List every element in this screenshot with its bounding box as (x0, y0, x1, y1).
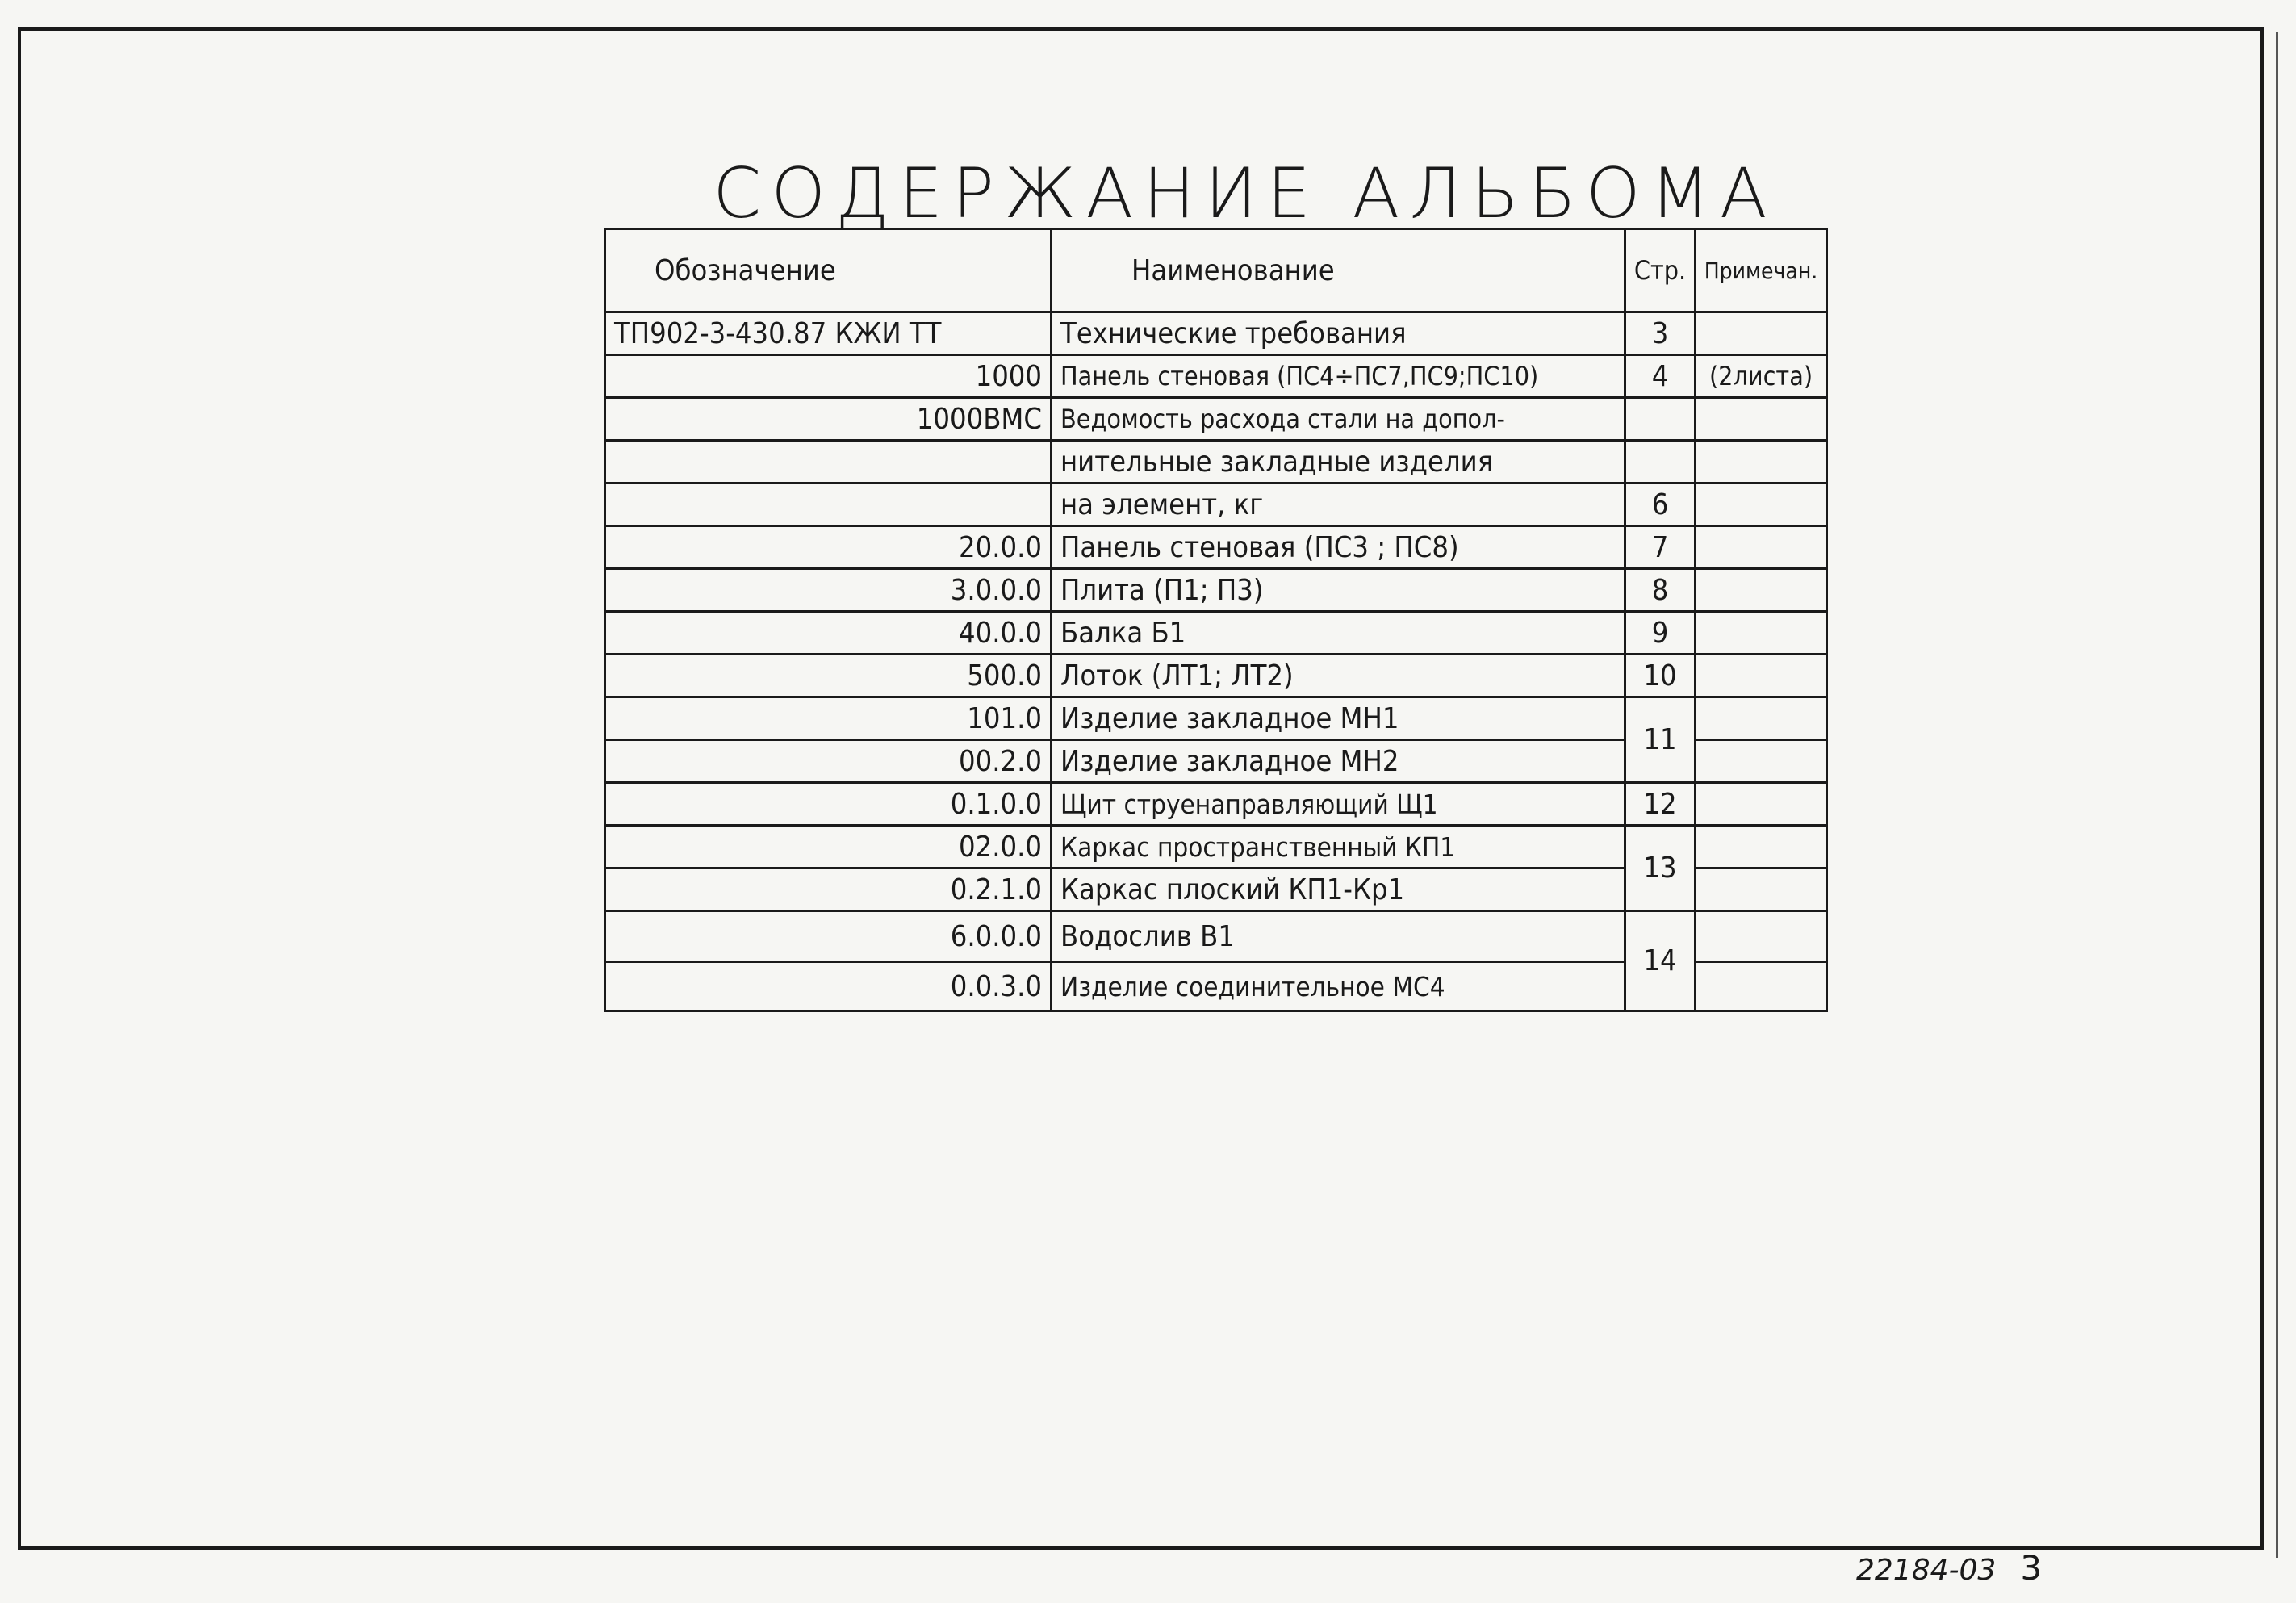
note-cell (1696, 655, 1827, 697)
note-cell (1696, 312, 1827, 355)
page-cell: 11 (1625, 697, 1696, 783)
table-row (605, 911, 1827, 962)
designation-cell: 40.0.0 (605, 612, 1052, 655)
note-cell (1696, 868, 1827, 911)
page-cell: 9 (1625, 612, 1696, 655)
header-row (605, 229, 1827, 312)
designation-cell: 20.0.0 (605, 526, 1052, 569)
name-cell: Панель стеновая (ПС4÷ПС7,ПС9;ПС10) (1052, 355, 1625, 398)
table-row (605, 483, 1827, 526)
table-row (605, 655, 1827, 697)
page-cell: 13 (1625, 826, 1696, 911)
header-note: Примечан. (1696, 229, 1827, 312)
designation-cell (605, 441, 1052, 483)
table-row (605, 441, 1827, 483)
name-cell: на элемент, кг (1052, 483, 1625, 526)
page-cell: 4 (1625, 355, 1696, 398)
name-cell: Щит струенаправляющий Щ1 (1052, 783, 1625, 826)
page-cell: 6 (1625, 483, 1696, 526)
header-name: Наименование (1052, 229, 1625, 312)
note-cell (1696, 398, 1827, 441)
table-row (605, 569, 1827, 612)
name-cell: Каркас плоский КП1-Кр1 (1052, 868, 1625, 911)
name-cell: нительные закладные изделия (1052, 441, 1625, 483)
name-cell: Технические требования (1052, 312, 1625, 355)
name-cell: Балка Б1 (1052, 612, 1625, 655)
note-cell (1696, 483, 1827, 526)
page-cell: 12 (1625, 783, 1696, 826)
note-cell (1696, 962, 1827, 1011)
note-cell: (2листа) (1696, 355, 1827, 398)
table-row (605, 398, 1827, 441)
designation-cell: 3.0.0.0 (605, 569, 1052, 612)
page-cell: 8 (1625, 569, 1696, 612)
album-title: СОДЕРЖАНИЕ АЛЬБОМА (713, 153, 1777, 234)
table-row (605, 612, 1827, 655)
designation-cell: 500.0 (605, 655, 1052, 697)
designation-cell: 02.0.0 (605, 826, 1052, 868)
page-cell: 10 (1625, 655, 1696, 697)
designation-cell (605, 483, 1052, 526)
designation-cell: 0.0.3.0 (605, 962, 1052, 1011)
designation-cell: 1000ВМС (605, 398, 1052, 441)
name-cell: Каркас пространственный КП1 (1052, 826, 1625, 868)
designation-cell: 101.0 (605, 697, 1052, 740)
page-cell (1625, 441, 1696, 483)
name-cell: Лоток (ЛТ1; ЛТ2) (1052, 655, 1625, 697)
page-cell: 3 (1625, 312, 1696, 355)
note-cell (1696, 441, 1827, 483)
note-cell (1696, 612, 1827, 655)
header-page: Стр. (1625, 229, 1696, 312)
designation-cell: 0.1.0.0 (605, 783, 1052, 826)
note-cell (1696, 740, 1827, 783)
page-cell (1625, 398, 1696, 441)
sheet-number: 3 (2020, 1548, 2043, 1588)
table-row (605, 697, 1827, 740)
table-row (605, 312, 1827, 355)
name-cell: Водослив В1 (1052, 911, 1625, 962)
frame-edge-line (2276, 32, 2278, 1558)
contents-table (604, 228, 1828, 1012)
document-code: 22184-03 (1856, 1554, 1997, 1587)
name-cell: Панель стеновая (ПС3 ; ПС8) (1052, 526, 1625, 569)
note-cell (1696, 569, 1827, 612)
name-cell: Плита (П1; П3) (1052, 569, 1625, 612)
designation-cell: ТП902-3-430.87 КЖИ ТТ (605, 312, 1052, 355)
table-row (605, 826, 1827, 868)
designation-cell: 00.2.0 (605, 740, 1052, 783)
note-cell (1696, 526, 1827, 569)
page-cell: 7 (1625, 526, 1696, 569)
note-cell (1696, 783, 1827, 826)
note-cell (1696, 911, 1827, 962)
note-cell (1696, 697, 1827, 740)
table-row (605, 526, 1827, 569)
header-designation: Обозначение (605, 229, 1052, 312)
name-cell: Изделие соединительное МС4 (1052, 962, 1625, 1011)
table-row (605, 355, 1827, 398)
designation-cell: 6.0.0.0 (605, 911, 1052, 962)
designation-cell: 0.2.1.0 (605, 868, 1052, 911)
page-cell: 14 (1625, 911, 1696, 1011)
drawing-stamp (1856, 1548, 2042, 1588)
name-cell: Изделие закладное МН2 (1052, 740, 1625, 783)
name-cell: Изделие закладное МН1 (1052, 697, 1625, 740)
designation-cell: 1000 (605, 355, 1052, 398)
note-cell (1696, 826, 1827, 868)
name-cell: Ведомость расхода стали на допол- (1052, 398, 1625, 441)
table-row (605, 783, 1827, 826)
